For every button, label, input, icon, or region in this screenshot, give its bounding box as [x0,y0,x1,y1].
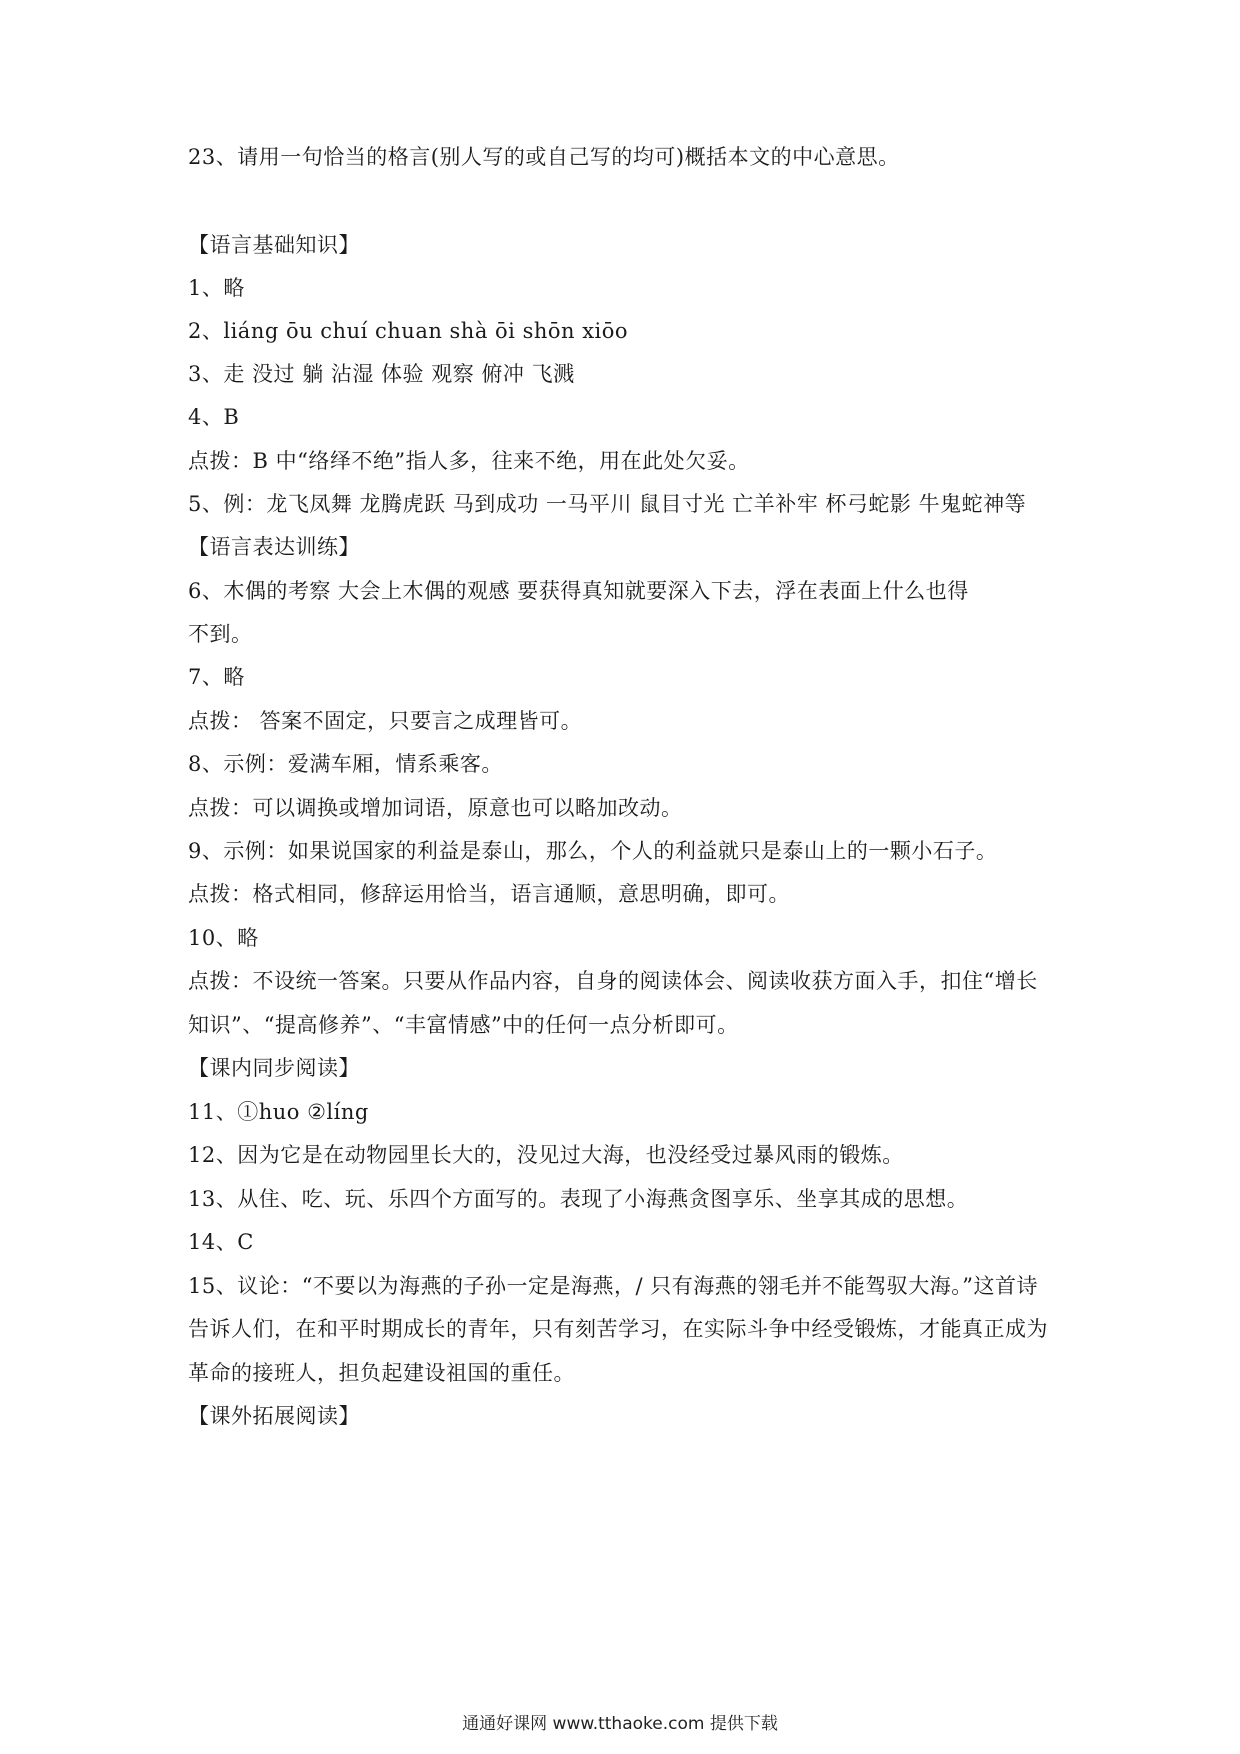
answer-6-line-2: 不到。 [188,622,253,646]
answer-10-hint-line-2: 知识”、“提高修养”、“丰富情感”中的任何一点分析即可。 [188,1013,739,1037]
answer-5: 5、例：龙飞凤舞 龙腾虎跃 马到成功 一马平川 鼠目寸光 亡羊补牢 杯弓蛇影 牛鬼蛇神等 [188,492,1027,516]
answer-1: 1、略 [188,276,245,300]
answer-13: 13、从住、吃、玩、乐四个方面写的。表现了小海燕贪图享乐、坐享其成的思想。 [188,1187,969,1211]
page-footer: 通通好课网 www.tthaoke.com 提供下载 [462,1714,778,1734]
answer-10-hint-line-1: 点拨：不设统一答案。只要从作品内容，自身的阅读体会、阅读收获方面入手，扣住“增长 [188,969,1038,993]
section-heading-basic-knowledge: 【语言基础知识】 [188,233,360,257]
answer-15-line-2: 告诉人们，在和平时期成长的青年，只有刻苦学习，在实际斗争中经受锻炼，才能真正成为 [188,1317,1048,1341]
section-heading-expression-training: 【语言表达训练】 [188,535,360,559]
question-23: 23、请用一句恰当的格言(别人写的或自己写的均可)概括本文的中心意思。 [188,145,900,169]
answer-11: 11、①huo ②líng [188,1100,369,1124]
answer-9-hint: 点拨：格式相同，修辞运用恰当，语言通顺，意思明确，即可。 [188,882,790,906]
answer-9: 9、示例：如果说国家的利益是泰山，那么，个人的利益就只是泰山上的一颗小石子。 [188,839,998,863]
answer-6-line-1: 6、木偶的考察 大会上木偶的观感 要获得真知就要深入下去，浮在表面上什么也得 [188,579,969,603]
answer-7-hint: 点拨： 答案不固定，只要言之成理皆可。 [188,709,583,733]
answer-3: 3、走 没过 躺 沾湿 体验 观察 俯冲 飞溅 [188,362,575,386]
answer-4: 4、B [188,405,240,429]
answer-12: 12、因为它是在动物园里长大的，没见过大海，也没经受过暴风雨的锻炼。 [188,1143,904,1167]
answer-2: 2、liáng ōu chuí chuan shà ōi shōn xiōo [188,319,629,343]
answer-10: 10、略 [188,926,259,950]
section-heading-in-class-reading: 【课内同步阅读】 [188,1056,360,1080]
answer-8-hint: 点拨：可以调换或增加词语，原意也可以略加改动。 [188,796,683,820]
answer-7: 7、略 [188,665,245,689]
answer-15-line-1: 15、议论：“不要以为海燕的子孙一定是海燕，/ 只有海燕的翎毛并不能驾驭大海。”这首诗 [188,1274,1038,1298]
answer-4-hint: 点拨：B 中“络绎不绝”指人多，往来不绝，用在此处欠妥。 [188,449,750,473]
answer-14: 14、C [188,1230,254,1254]
section-heading-extended-reading: 【课外拓展阅读】 [188,1404,360,1428]
answer-15-line-3: 革命的接班人，担负起建设祖国的重任。 [188,1361,575,1385]
answer-8: 8、示例：爱满车厢，情系乘客。 [188,752,503,776]
